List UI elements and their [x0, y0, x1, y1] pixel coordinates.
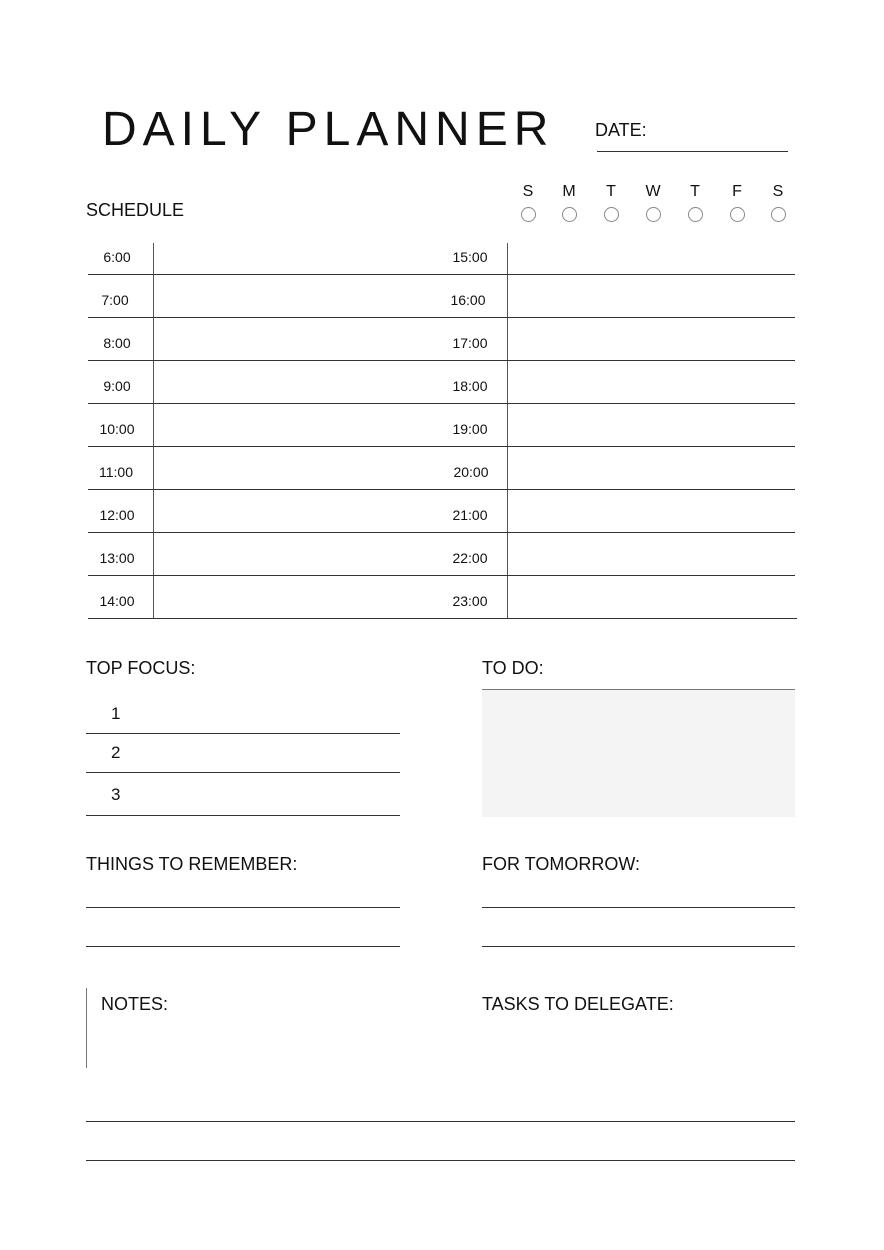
schedule-row-line — [88, 446, 795, 447]
todo-label: TO DO: — [482, 658, 544, 678]
schedule-row-line — [88, 618, 797, 619]
tomorrow-line[interactable] — [482, 907, 795, 908]
weekday-tuesday[interactable] — [599, 182, 623, 222]
focus-item-number: 2 — [111, 743, 121, 762]
page-title: DAILY PLANNER — [102, 103, 555, 156]
focus-item-line[interactable] — [86, 815, 400, 816]
time-label: 14:00 — [99, 593, 135, 609]
weekday-checkbox-circle[interactable] — [771, 207, 786, 222]
tasks-to-delegate-label: TASKS TO DELEGATE: — [482, 994, 674, 1014]
time-label: 17:00 — [452, 335, 488, 351]
weekday-saturday[interactable] — [766, 182, 790, 222]
time-label: 22:00 — [452, 550, 488, 566]
focus-item-number: 3 — [111, 785, 121, 804]
remember-line[interactable] — [86, 946, 400, 947]
top-focus-label: TOP FOCUS: — [86, 658, 196, 678]
date-field-line[interactable] — [597, 151, 788, 152]
time-label: 20:00 — [453, 464, 489, 480]
weekday-friday[interactable] — [725, 182, 749, 222]
weekday-thursday[interactable] — [683, 182, 707, 222]
weekday-checkbox-circle[interactable] — [604, 207, 619, 222]
time-label: 21:00 — [452, 507, 488, 523]
weekday-letter: M — [562, 183, 576, 200]
weekday-checkbox-circle[interactable] — [646, 207, 661, 222]
time-label: 11:00 — [99, 464, 133, 480]
time-label: 18:00 — [452, 378, 488, 394]
things-to-remember-label: THINGS TO REMEMBER: — [86, 854, 298, 874]
weekday-letter: S — [522, 183, 534, 200]
time-label: 10:00 — [99, 421, 135, 437]
schedule-row-line — [88, 274, 795, 275]
weekday-checkbox-circle[interactable] — [730, 207, 745, 222]
focus-item-number: 1 — [111, 704, 121, 723]
schedule-divider — [507, 243, 508, 619]
weekday-monday[interactable] — [557, 182, 581, 222]
weekday-letter: T — [606, 183, 616, 200]
time-label: 12:00 — [99, 507, 135, 523]
weekday-sunday[interactable] — [516, 182, 540, 222]
time-label: 16:00 — [450, 292, 486, 308]
bottom-line[interactable] — [86, 1121, 795, 1122]
date-label: DATE: — [595, 120, 647, 140]
schedule-row-line — [88, 532, 795, 533]
weekday-checkbox-circle[interactable] — [562, 207, 577, 222]
schedule-label: SCHEDULE — [86, 200, 185, 220]
schedule-row-line — [88, 317, 795, 318]
bottom-line[interactable] — [86, 1160, 795, 1161]
time-label: 7:00 — [101, 292, 129, 308]
weekday-wednesday[interactable] — [641, 182, 665, 222]
time-label: 6:00 — [103, 249, 131, 265]
focus-item-line[interactable] — [86, 733, 400, 734]
schedule-row-line — [88, 575, 795, 576]
time-label: 9:00 — [103, 378, 131, 394]
for-tomorrow-label: FOR TOMORROW: — [482, 854, 641, 874]
time-label: 15:00 — [452, 249, 488, 265]
weekday-letter: S — [772, 183, 784, 200]
schedule-row-line — [88, 403, 795, 404]
weekday-checkbox-circle[interactable] — [688, 207, 703, 222]
weekday-letter: T — [690, 183, 700, 200]
focus-item-line[interactable] — [86, 772, 400, 773]
todo-box[interactable] — [482, 690, 795, 817]
time-label: 19:00 — [452, 421, 488, 437]
schedule-row-line — [88, 489, 795, 490]
schedule-row-line — [88, 360, 795, 361]
remember-line[interactable] — [86, 907, 400, 908]
weekday-letter: W — [645, 183, 661, 200]
notes-accent-bar — [86, 988, 87, 1068]
tomorrow-line[interactable] — [482, 946, 795, 947]
notes-label: NOTES: — [101, 994, 169, 1014]
weekday-checkbox-circle[interactable] — [521, 207, 536, 222]
time-label: 8:00 — [103, 335, 131, 351]
schedule-divider — [153, 243, 154, 619]
weekday-letter: F — [732, 183, 742, 200]
time-label: 23:00 — [452, 593, 488, 609]
time-label: 13:00 — [99, 550, 135, 566]
